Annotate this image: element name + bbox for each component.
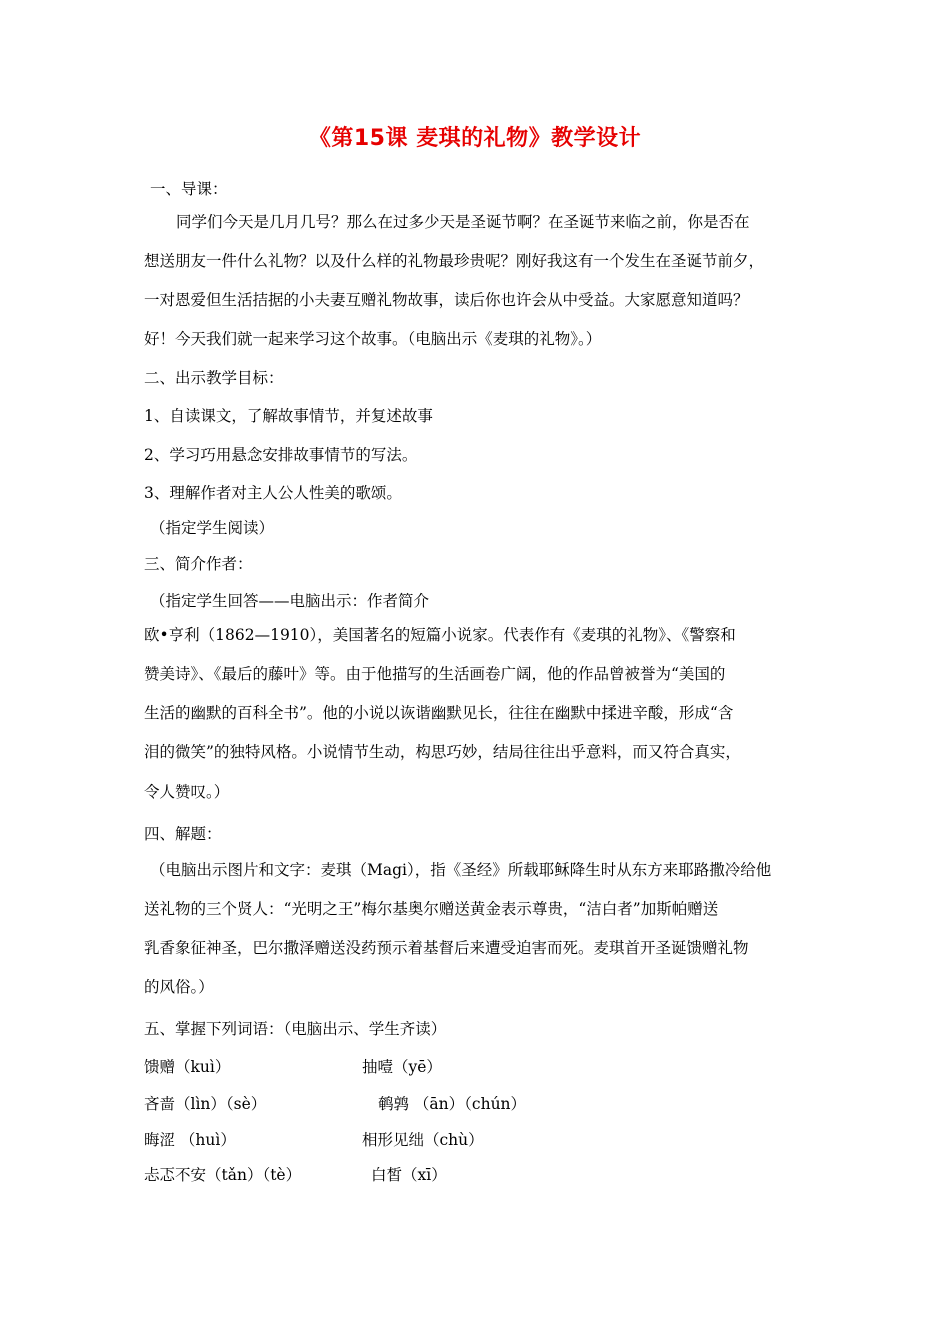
text-line: （电脑出示图片和文字：麦琪（Magi），指《圣经》所载耶稣降生时从东方来耶路撒冷给他 <box>150 861 772 879</box>
text-line: （指定学生阅读） <box>150 519 275 537</box>
vocab-term: 馈赠（kuì） <box>144 1058 231 1076</box>
text-line: 令人赞叹。） <box>144 783 230 801</box>
text-line: 四、解题： <box>144 825 222 843</box>
text-line: 的风俗。） <box>144 978 214 996</box>
vocab-term: 白皙（xī） <box>371 1166 447 1184</box>
text-line: 3、理解作者对主人公人性美的歌颂。 <box>144 484 402 502</box>
text-line: 乳香象征神圣，巴尔撒泽赠送没药预示着基督后来遭受迫害而死。麦琪首开圣诞馈赠礼物 <box>144 939 749 957</box>
text-line: 送礼物的三个贤人：“光明之王”梅尔基奥尔赠送黄金表示尊贵，“洁白者”加斯帕赠送 <box>144 900 719 918</box>
text-line: 泪的微笑”的独特风格。小说情节生动，构思巧妙，结局往往出乎意料，而又符合真实， <box>144 743 741 761</box>
text-line: 好！今天我们就一起来学习这个故事。（电脑出示《麦琪的礼物》。） <box>144 330 602 348</box>
text-line: 赞美诗》、《最后的藤叶》等。由于他描写的生活画卷广阔，他的作品曾被誉为“美国的 <box>144 665 726 683</box>
text-line: 生活的幽默的百科全书”。他的小说以诙谐幽默见长，往往在幽默中揉进辛酸，形成“含 <box>144 704 734 722</box>
text-line: 1、自读课文，了解故事情节，并复述故事 <box>144 407 433 425</box>
vocab-term: 吝啬（lìn）（sè） <box>144 1095 267 1113</box>
vocab-term: 抽噎（yē） <box>362 1058 442 1076</box>
vocab-term: 鹌鹑 （ān）（chún） <box>378 1095 527 1113</box>
text-line: 同学们今天是几月几号？那么在过多少天是圣诞节啊？在圣诞节来临之前，你是否在 <box>176 213 750 231</box>
page-title: 《第15课 麦琪的礼物》教学设计 <box>308 126 642 151</box>
text-line: 五、掌握下列词语：（电脑出示、学生齐读） <box>144 1020 447 1038</box>
text-line: 想送朋友一件什么礼物？以及什么样的礼物最珍贵呢？刚好我这有一个发生在圣诞节前夕， <box>144 252 765 270</box>
text-line: 一对恩爱但生活拮据的小夫妻互赠礼物故事，读后你也许会从中受益。大家愿意知道吗？ <box>144 291 749 309</box>
text-line: 三、简介作者： <box>144 555 253 573</box>
vocab-term: 忐忑不安（tǎn）（tè） <box>144 1166 302 1184</box>
text-line: 欧•亨利（1862—1910），美国著名的短篇小说家。代表作有《麦琪的礼物》、《警察和 <box>144 626 736 644</box>
vocab-term: 相形见绌（chù） <box>362 1131 484 1149</box>
vocab-term: 晦涩 （huì） <box>144 1131 236 1149</box>
text-line: 2、学习巧用悬念安排故事情节的写法。 <box>144 446 418 464</box>
text-line: 二、出示教学目标： <box>144 369 284 387</box>
text-line: 一、导课： <box>150 180 228 198</box>
text-line: （指定学生回答——电脑出示：作者简介 <box>150 592 430 610</box>
